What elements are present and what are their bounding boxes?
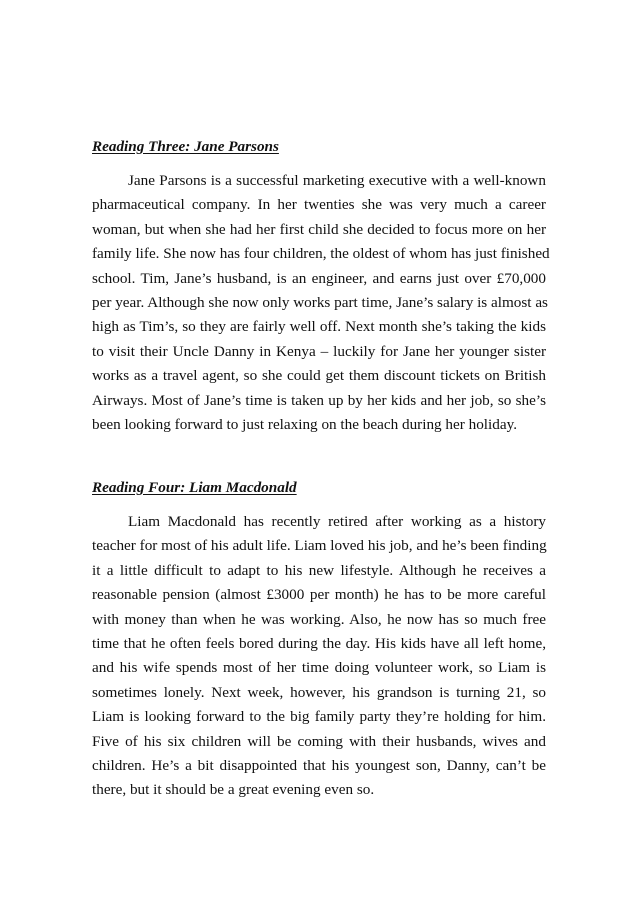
paragraph-line: time that he often feels bored during the day. His kids have all left home, — [92, 634, 546, 652]
paragraph-line: it a little difficult to adapt to his new lifestyle. Although he receives a — [92, 561, 546, 579]
reading-three-heading: Reading Three: Jane Parsons — [92, 138, 279, 155]
paragraph-line: reasonable pension (almost £3000 per month) he has to be more careful — [92, 586, 546, 604]
paragraph-line: Five of his six children will be coming with their husbands, wives and — [92, 732, 546, 750]
paragraph-line: Jane Parsons is a successful marketing executive with a well-known — [128, 172, 546, 189]
paragraph-line: sometimes lonely. Next week, however, his grandson is turning 21, so — [92, 683, 546, 701]
paragraph-line: school. Tim, Jane’s husband, is an engineer, and earns just over £70,000 — [92, 269, 546, 287]
paragraph-line: high as Tim’s, so they are fairly well off. Next month she’s taking the kids — [92, 318, 546, 336]
paragraph-line: been looking forward to just relaxing on the beach during her holiday. — [92, 415, 517, 433]
reading-four-paragraph — [92, 510, 546, 803]
paragraph-line: Liam is looking forward to the big family party they’re holding for him. — [92, 708, 546, 726]
paragraph-line: and his wife spends most of her time doing volunteer work, so Liam is — [92, 659, 546, 677]
reading-four-heading: Reading Four: Liam Macdonald — [92, 479, 297, 496]
paragraph-line: children. He’s a bit disappointed that his youngest son, Danny, can’t be — [92, 756, 546, 774]
paragraph-line: with money than when he was working. Also, he now has so much free — [92, 610, 546, 628]
paragraph-line: family life. She now has four children, the oldest of whom has just finished — [92, 245, 550, 263]
paragraph-line: Liam Macdonald has recently retired after working as a history — [128, 513, 546, 530]
paragraph-line: to visit their Uncle Danny in Kenya – luckily for Jane her younger sister — [92, 342, 546, 360]
paragraph-line: Airways. Most of Jane’s time is taken up by her kids and her job, so she’s — [92, 391, 546, 409]
paragraph-line: pharmaceutical company. In her twenties she was very much a career — [92, 196, 546, 214]
reading-four-section — [92, 478, 546, 803]
paragraph-line: per year. Although she now only works part time, Jane’s salary is almost as — [92, 293, 548, 311]
paragraph-line: there, but it should be a great evening even so. — [92, 781, 375, 799]
reading-three-paragraph — [92, 169, 550, 437]
paragraph-line: woman, but when she had her first child she decided to focus more on her — [92, 220, 546, 238]
paragraph-line: teacher for most of his adult life. Liam loved his job, and he’s been finding — [92, 537, 547, 555]
paragraph-line: works as a travel agent, so she could get them discount tickets on British — [92, 367, 546, 385]
reading-three-section — [92, 137, 550, 437]
